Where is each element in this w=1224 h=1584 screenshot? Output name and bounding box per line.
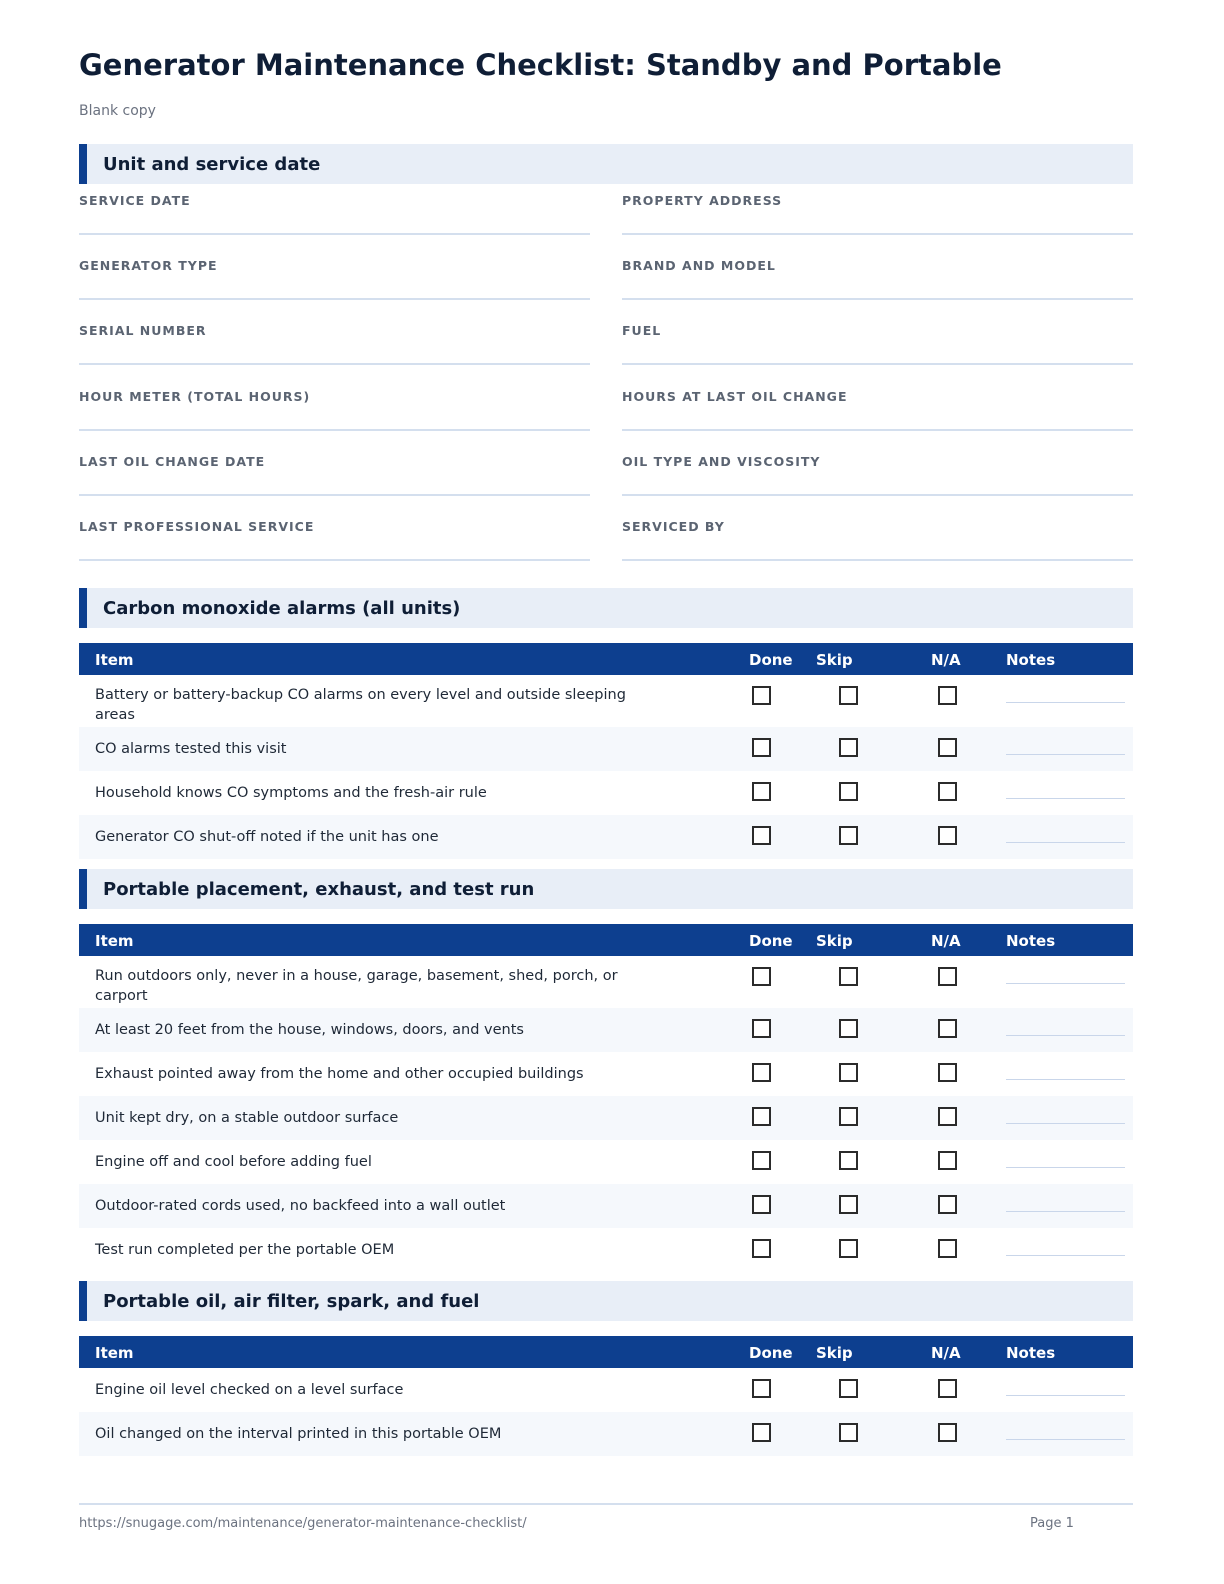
done-checkbox[interactable] (752, 782, 771, 801)
field-label: HOUR METER (TOTAL HOURS) (79, 389, 311, 404)
table-row (79, 1096, 1133, 1140)
notes-field[interactable] (1006, 1439, 1125, 1440)
table-row (79, 1412, 1133, 1456)
header-item: Item (95, 1344, 134, 1362)
item-text: Battery or battery-backup CO alarms on every level and outside sleeping areas (95, 687, 626, 723)
footer-divider (79, 1503, 1133, 1505)
table-row (79, 675, 1133, 727)
notes-field[interactable] (1006, 1255, 1125, 1256)
field-fuel[interactable] (622, 315, 1133, 365)
item-text: Test run completed per the portable OEM (95, 1242, 395, 1258)
na-checkbox[interactable] (938, 738, 957, 757)
na-checkbox[interactable] (938, 1423, 957, 1442)
table-row (79, 956, 1133, 1008)
field-last-professional-service[interactable] (79, 511, 590, 561)
done-checkbox[interactable] (752, 1423, 771, 1442)
table-row (79, 1140, 1133, 1184)
done-checkbox[interactable] (752, 1107, 771, 1126)
na-checkbox[interactable] (938, 1195, 957, 1214)
field-hour-meter[interactable] (79, 381, 590, 431)
header-na: N/A (931, 932, 961, 950)
done-checkbox[interactable] (752, 738, 771, 757)
item-text: Run outdoors only, never in a house, garage, basement, shed, porch, or carport (95, 968, 618, 1004)
checklist-table-co-alarms (79, 643, 1133, 859)
item-text: Household knows CO symptoms and the fresh-air rule (95, 785, 487, 801)
checklist-table-portable-oil (79, 1336, 1133, 1456)
field-label: SERVICED BY (622, 519, 725, 534)
table-row (79, 1368, 1133, 1412)
field-label: LAST OIL CHANGE DATE (79, 454, 266, 469)
field-label: FUEL (622, 323, 662, 338)
table-row (79, 1052, 1133, 1096)
na-checkbox[interactable] (938, 967, 957, 986)
na-checkbox[interactable] (938, 1151, 957, 1170)
table-row (79, 1184, 1133, 1228)
page-number: Page 1 (1030, 1516, 1074, 1531)
field-last-oil-date[interactable] (79, 446, 590, 496)
field-label: SERIAL NUMBER (79, 323, 207, 338)
notes-field[interactable] (1006, 842, 1125, 843)
document-subtitle: Blank copy (79, 103, 156, 119)
table-row (79, 727, 1133, 771)
notes-field[interactable] (1006, 1167, 1125, 1168)
section-heading-label: Portable placement, exhaust, and test run (103, 879, 535, 900)
header-done: Done (749, 651, 793, 669)
done-checkbox[interactable] (752, 1239, 771, 1258)
item-text: Outdoor-rated cords used, no backfeed into a wall outlet (95, 1198, 506, 1214)
skip-checkbox[interactable] (839, 1063, 858, 1082)
done-checkbox[interactable] (752, 1063, 771, 1082)
table-row (79, 1228, 1133, 1272)
notes-field[interactable] (1006, 1395, 1125, 1396)
skip-checkbox[interactable] (839, 1379, 858, 1398)
field-generator-type[interactable] (79, 250, 590, 300)
na-checkbox[interactable] (938, 782, 957, 801)
item-text: Generator CO shut-off noted if the unit has one (95, 829, 439, 845)
na-checkbox[interactable] (938, 1107, 957, 1126)
table-row (79, 1008, 1133, 1052)
na-checkbox[interactable] (938, 686, 957, 705)
done-checkbox[interactable] (752, 826, 771, 845)
field-service-date[interactable] (79, 185, 590, 235)
done-checkbox[interactable] (752, 686, 771, 705)
skip-checkbox[interactable] (839, 1239, 858, 1258)
field-serviced-by[interactable] (622, 511, 1133, 561)
section-heading-unit (79, 144, 1133, 184)
field-label: PROPERTY ADDRESS (622, 193, 783, 208)
table-header (79, 643, 1133, 675)
notes-field[interactable] (1006, 1035, 1125, 1036)
field-hours-last-oil[interactable] (622, 381, 1133, 431)
section-heading-label: Portable oil, air filter, spark, and fuel (103, 1291, 480, 1312)
item-text: Engine off and cool before adding fuel (95, 1154, 372, 1170)
header-done: Done (749, 1344, 793, 1362)
done-checkbox[interactable] (752, 1195, 771, 1214)
skip-checkbox[interactable] (839, 1195, 858, 1214)
table-header (79, 924, 1133, 956)
done-checkbox[interactable] (752, 1019, 771, 1038)
header-skip: Skip (816, 932, 853, 950)
header-done: Done (749, 932, 793, 950)
document-title: Generator Maintenance Checklist: Standby and Portable (79, 48, 1002, 82)
item-text: Unit kept dry, on a stable outdoor surface (95, 1110, 399, 1126)
skip-checkbox[interactable] (839, 1423, 858, 1442)
section-heading-co-alarms (79, 588, 1133, 628)
section-heading-label: Carbon monoxide alarms (all units) (103, 598, 461, 619)
field-label: SERVICE DATE (79, 193, 191, 208)
header-na: N/A (931, 1344, 961, 1362)
notes-field[interactable] (1006, 702, 1125, 703)
item-text: Engine oil level checked on a level surface (95, 1382, 404, 1398)
section-heading-label: Unit and service date (103, 154, 321, 175)
footer-url: https://snugage.com/maintenance/generator-maintenance-checklist/ (79, 1516, 527, 1531)
na-checkbox[interactable] (938, 1063, 957, 1082)
header-notes: Notes (1006, 1344, 1056, 1362)
header-item: Item (95, 932, 134, 950)
header-skip: Skip (816, 651, 853, 669)
na-checkbox[interactable] (938, 826, 957, 845)
na-checkbox[interactable] (938, 1379, 957, 1398)
table-row (79, 815, 1133, 859)
table-header (79, 1336, 1133, 1368)
header-item: Item (95, 651, 134, 669)
notes-field[interactable] (1006, 1123, 1125, 1124)
checklist-table-portable-placement (79, 924, 1133, 1272)
notes-field[interactable] (1006, 983, 1125, 984)
na-checkbox[interactable] (938, 1239, 957, 1258)
notes-field[interactable] (1006, 798, 1125, 799)
na-checkbox[interactable] (938, 1019, 957, 1038)
header-notes: Notes (1006, 932, 1056, 950)
skip-checkbox[interactable] (839, 686, 858, 705)
notes-field[interactable] (1006, 1079, 1125, 1080)
field-label: OIL TYPE AND VISCOSITY (622, 454, 821, 469)
field-label: HOURS AT LAST OIL CHANGE (622, 389, 848, 404)
item-text: Oil changed on the interval printed in this portable OEM (95, 1426, 502, 1442)
field-serial-number[interactable] (79, 315, 590, 365)
item-text: Exhaust pointed away from the home and other occupied buildings (95, 1066, 584, 1082)
skip-checkbox[interactable] (839, 1151, 858, 1170)
skip-checkbox[interactable] (839, 967, 858, 986)
item-text: CO alarms tested this visit (95, 741, 287, 757)
notes-field[interactable] (1006, 1211, 1125, 1212)
field-label: BRAND AND MODEL (622, 258, 776, 273)
skip-checkbox[interactable] (839, 1019, 858, 1038)
field-label: LAST PROFESSIONAL SERVICE (79, 519, 315, 534)
item-text: At least 20 feet from the house, windows, doors, and vents (95, 1022, 524, 1038)
field-brand-model[interactable] (622, 250, 1133, 300)
field-oil-type[interactable] (622, 446, 1133, 496)
done-checkbox[interactable] (752, 967, 771, 986)
skip-checkbox[interactable] (839, 738, 858, 757)
header-na: N/A (931, 651, 961, 669)
section-heading-portable-oil (79, 1281, 1133, 1321)
section-heading-portable-placement (79, 869, 1133, 909)
skip-checkbox[interactable] (839, 1107, 858, 1126)
field-label: GENERATOR TYPE (79, 258, 218, 273)
checklist-page (79, 0, 1133, 1584)
done-checkbox[interactable] (752, 1151, 771, 1170)
skip-checkbox[interactable] (839, 782, 858, 801)
header-notes: Notes (1006, 651, 1056, 669)
skip-checkbox[interactable] (839, 826, 858, 845)
notes-field[interactable] (1006, 754, 1125, 755)
header-skip: Skip (816, 1344, 853, 1362)
table-row (79, 771, 1133, 815)
done-checkbox[interactable] (752, 1379, 771, 1398)
field-property-address[interactable] (622, 185, 1133, 235)
